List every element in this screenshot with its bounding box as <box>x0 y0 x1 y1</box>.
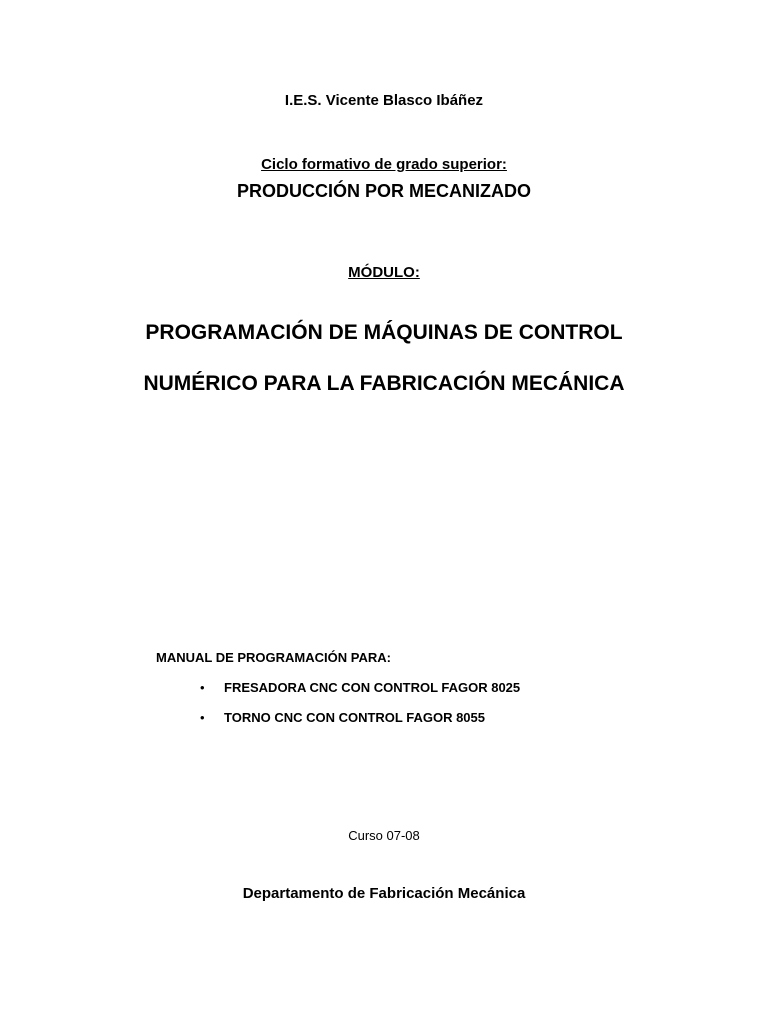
training-cycle-label: Ciclo formativo de grado superior: <box>261 156 507 173</box>
manual-heading: MANUAL DE PROGRAMACIÓN PARA: <box>156 650 391 665</box>
department-name: Departamento de Fabricación Mecánica <box>242 885 526 902</box>
course-year: Curso 07-08 <box>348 828 420 843</box>
list-item-text: TORNO CNC CON CONTROL FAGOR 8055 <box>224 710 485 725</box>
module-title-line-2: NUMÉRICO PARA LA FABRICACIÓN MECÁNICA <box>143 372 625 395</box>
module-title-line-1: PROGRAMACIÓN DE MÁQUINAS DE CONTROL <box>145 321 623 344</box>
institute-name: I.E.S. Vicente Blasco Ibáñez <box>284 92 484 109</box>
program-name: PRODUCCIÓN POR MECANIZADO <box>236 181 531 201</box>
bullet-icon: • <box>200 710 205 725</box>
list-item-text: FRESADORA CNC CON CONTROL FAGOR 8025 <box>224 680 521 695</box>
module-label: MÓDULO: <box>348 264 420 281</box>
bullet-icon: • <box>200 680 205 695</box>
